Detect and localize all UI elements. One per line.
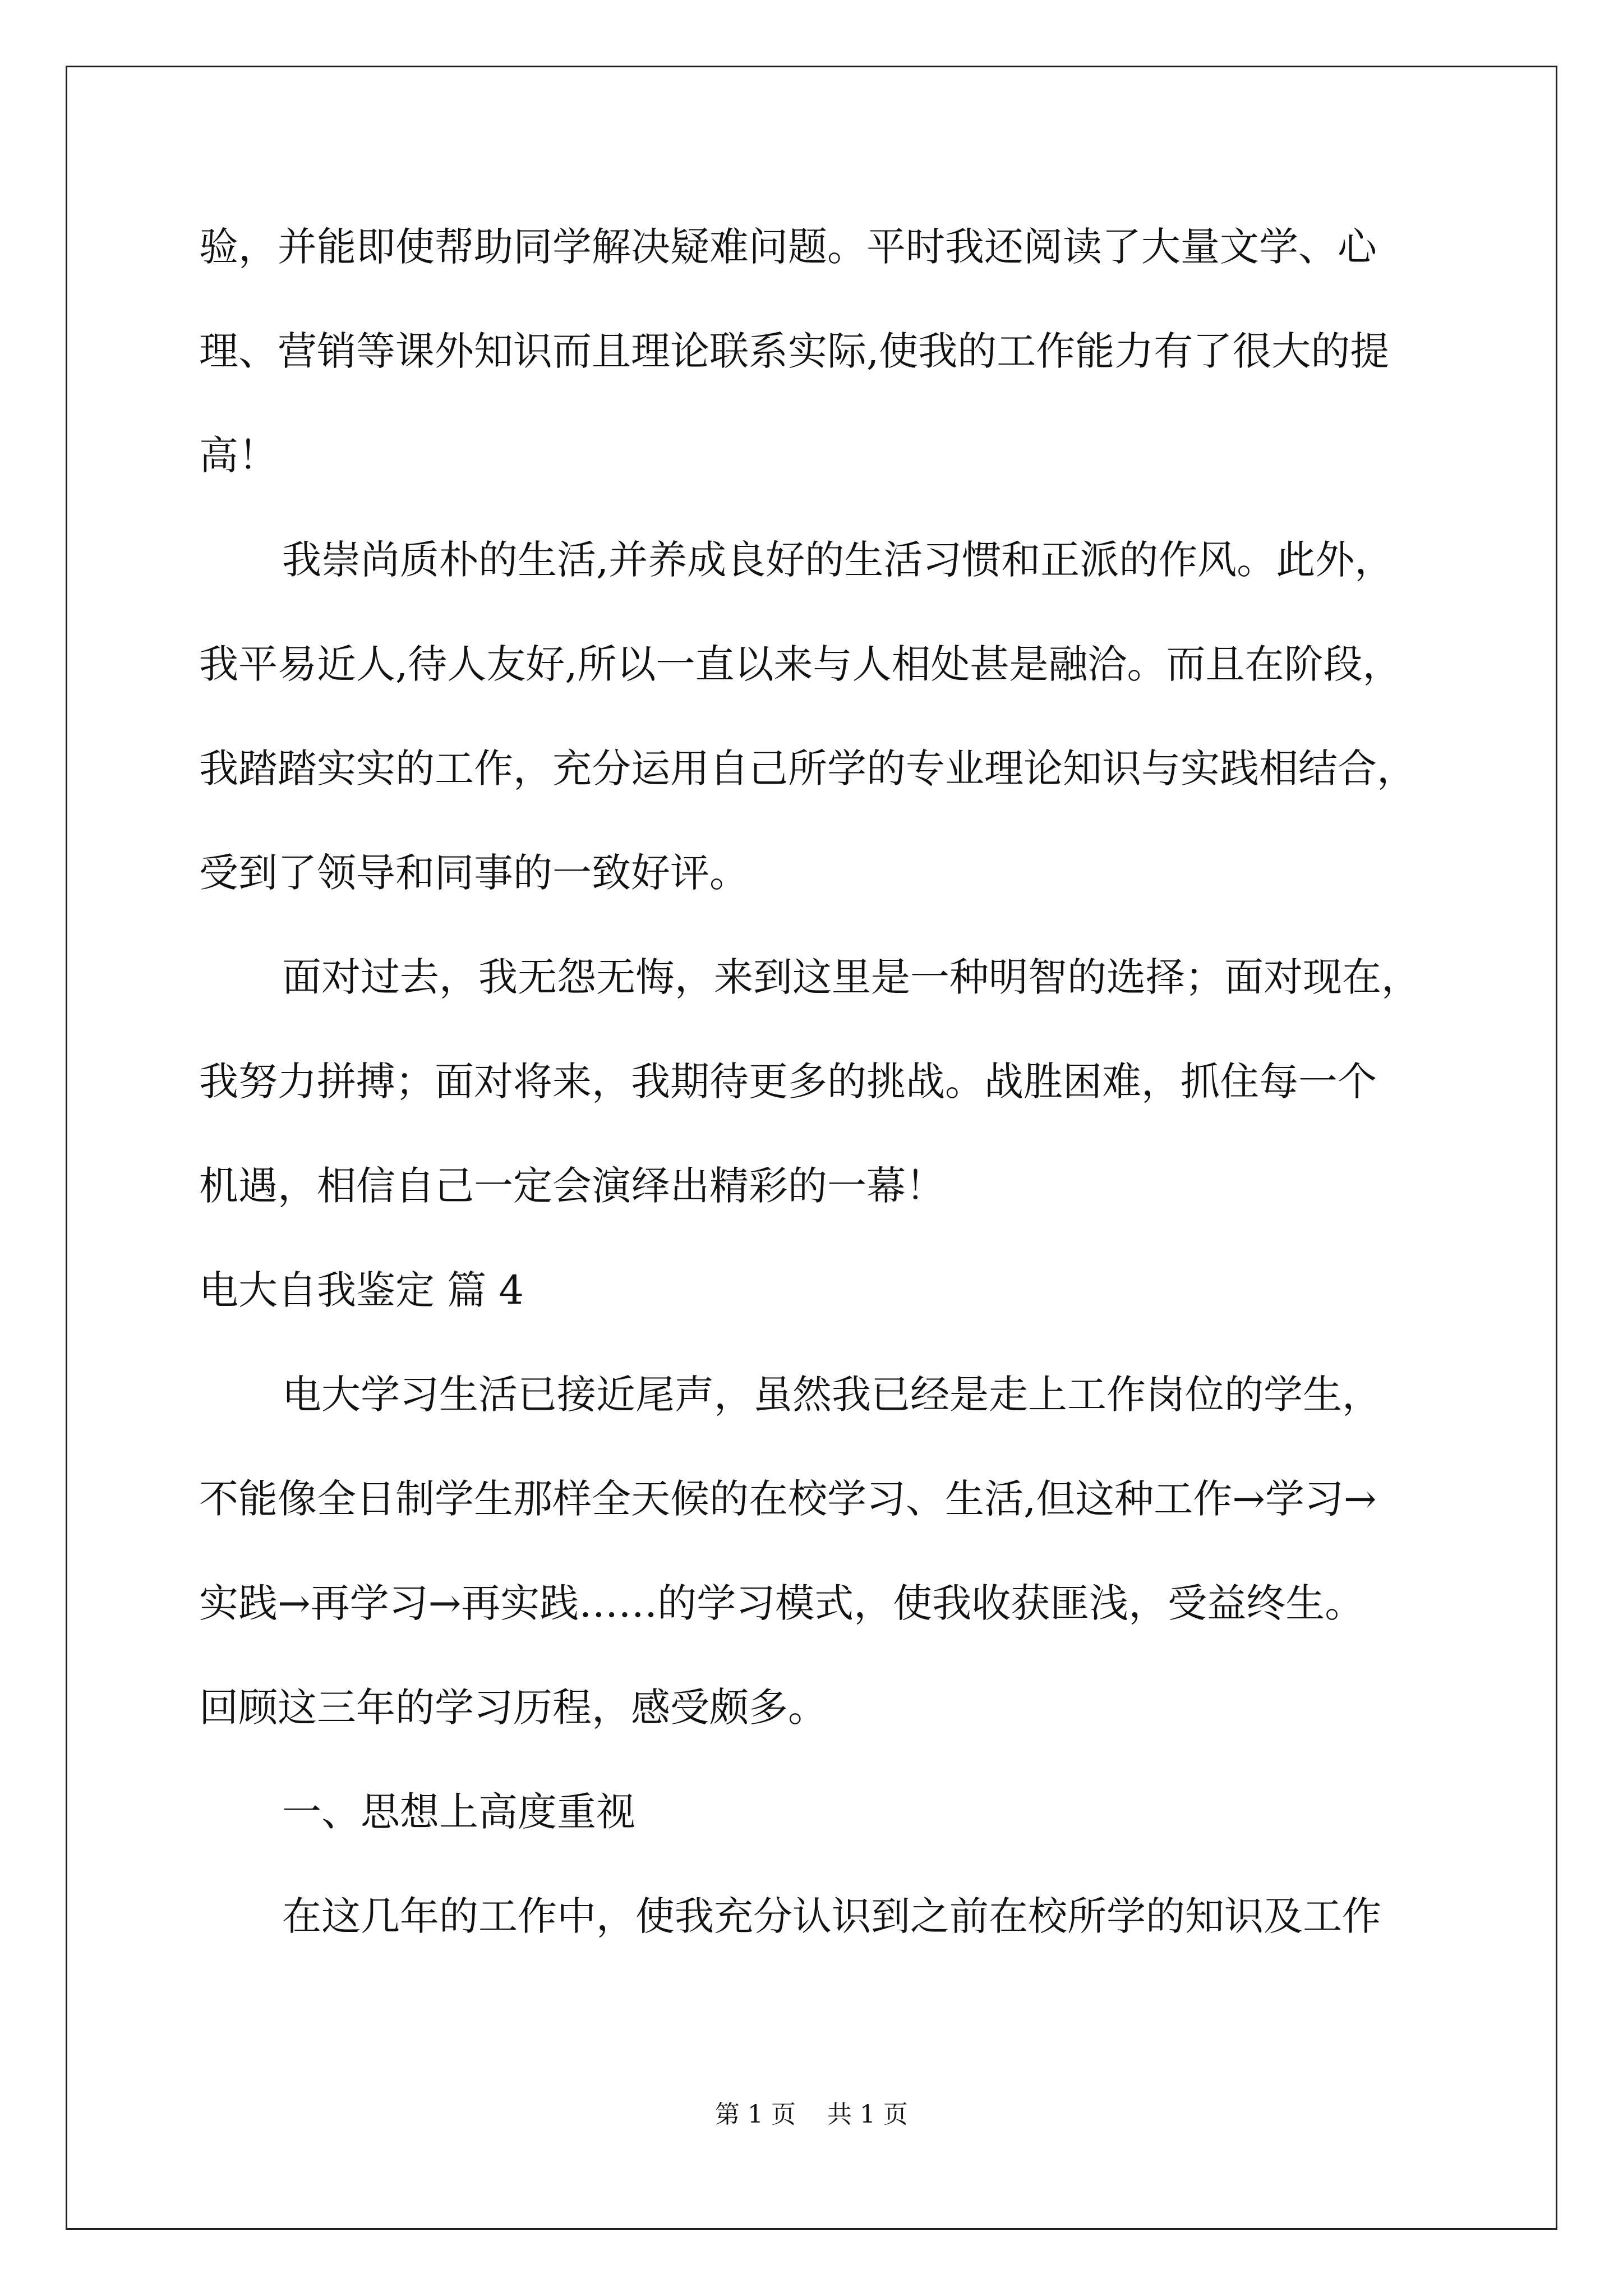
section-heading: 电大自我鉴定 篇 4	[199, 1267, 524, 1313]
text-line: 回顾这三年的学习历程，感受颇多。	[199, 1685, 827, 1731]
text-line: 机遇，相信自己一定会演绎出精彩的一幕！	[199, 1163, 945, 1209]
paragraph-first-line: 电大学习生活已接近尾声，虽然我已经是走上工作岗位的学生，	[282, 1372, 1381, 1418]
page-footer: 第 1 页 共 1 页	[715, 2100, 908, 2129]
text-line: 实践→再学习→再实践……的学习模式，使我收获匪浅，受益终生。	[199, 1580, 1364, 1626]
paragraph-first-line: 在这几年的工作中，使我充分认识到之前在校所学的知识及工作	[282, 1893, 1381, 1939]
text-line: 不能像全日制学生那样全天候的在校学习、生活,但这种工作→学习→	[199, 1476, 1377, 1522]
paragraph-first-line: 面对过去，我无怨无悔，来到这里是一种明智的选择；面对现在，	[282, 954, 1421, 1000]
text-line: 我努力拼搏；面对将来，我期待更多的挑战。战胜困难，抓住每一个	[199, 1059, 1377, 1105]
text-line: 我平易近人,待人友好,所以一直以来与人相处甚是融洽。而且在阶段，	[199, 641, 1402, 687]
text-line: 验，并能即使帮助同学解决疑难问题。平时我还阅读了大量文学、心	[199, 224, 1377, 270]
text-line: 理、营销等课外知识而且理论联系实际,使我的工作能力有了很大的提	[199, 328, 1390, 374]
text-line: 高！	[199, 432, 278, 478]
paragraph-first-line: 我崇尚质朴的生活,并养成良好的生活习惯和正派的作风。此外，	[282, 537, 1394, 583]
text-line: 受到了领导和同事的一致好评。	[199, 850, 749, 896]
subsection-heading: 一、思想上高度重视	[282, 1789, 635, 1835]
text-line: 我踏踏实实的工作，充分运用自己所学的专业理论知识与实践相结合，	[199, 746, 1416, 792]
